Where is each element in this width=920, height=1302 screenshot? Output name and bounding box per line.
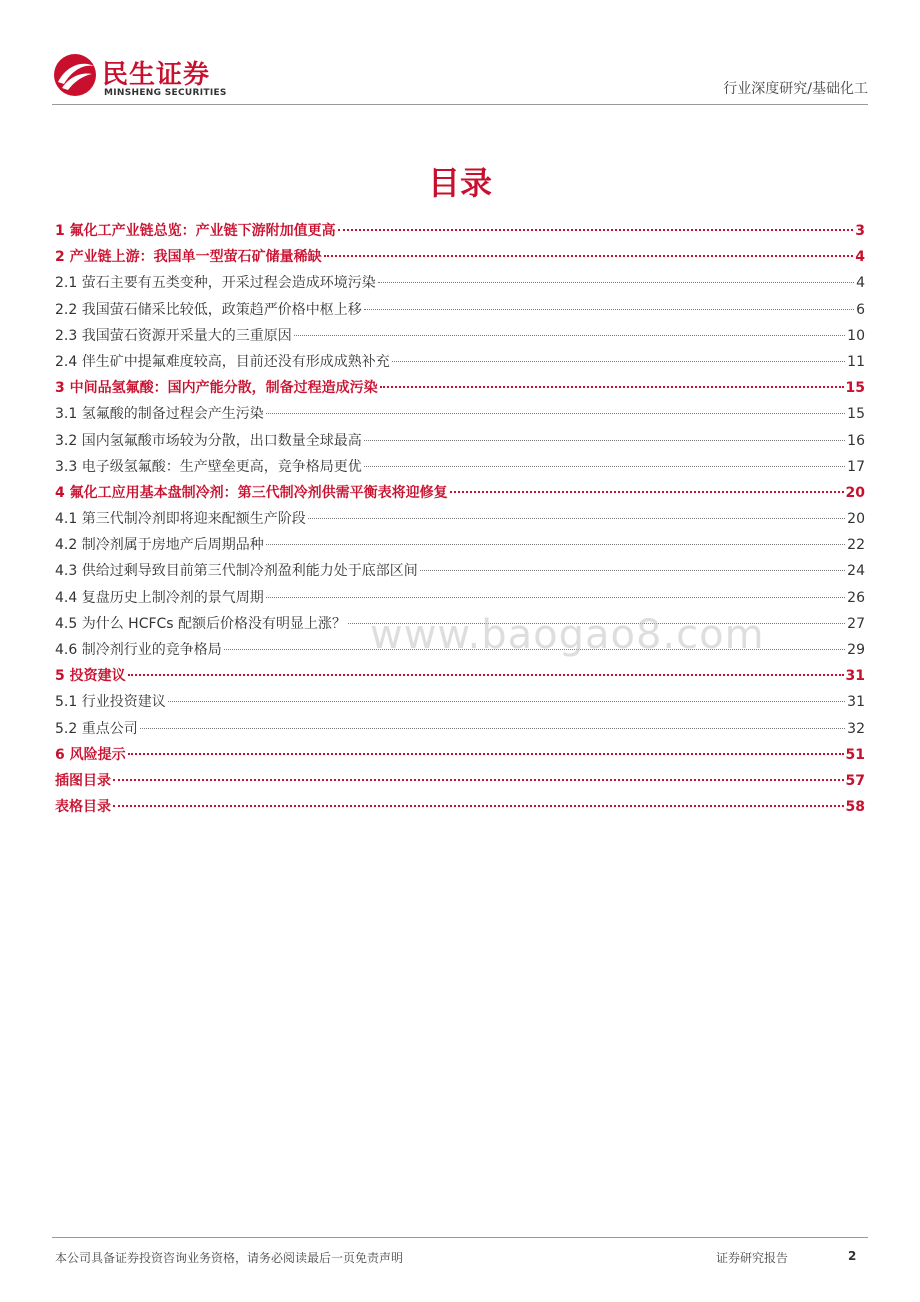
- toc-entry[interactable]: [55, 560, 865, 586]
- toc-entry-page: 57: [845, 772, 865, 789]
- toc-leader-dots: [450, 491, 844, 493]
- toc-entry-label: 3.3 电子级氢氟酸：生产壁垒更高，竞争格局更优: [55, 458, 362, 475]
- footer-doc-type: 证券研究报告: [716, 1251, 789, 1265]
- toc-entry[interactable]: [55, 377, 865, 403]
- toc-entry-page: 4: [856, 275, 865, 292]
- toc-entry-page: 16: [847, 432, 865, 449]
- toc-leader-dots: [266, 413, 845, 414]
- toc-entry-page: 15: [847, 406, 865, 423]
- toc-entry-label: 5.2 重点公司: [55, 720, 138, 737]
- toc-leader-dots: [364, 466, 845, 467]
- toc-entry-page: 26: [847, 589, 865, 606]
- toc-leader-dots: [113, 805, 844, 807]
- toc-entry[interactable]: [55, 456, 865, 482]
- toc-leader-dots: [364, 309, 854, 310]
- toc-entry-label: 表格目录: [55, 799, 111, 816]
- toc-entry[interactable]: [55, 299, 865, 325]
- toc-entry-label: 5.1 行业投资建议: [55, 694, 166, 711]
- toc-entry-page: 3: [855, 223, 865, 239]
- toc-entry-label: 3.1 氢氟酸的制备过程会产生污染: [55, 406, 264, 423]
- toc-leader-dots: [168, 701, 845, 702]
- toc-entry-label: 3 中间品氢氟酸：国内产能分散，制备过程造成污染: [55, 380, 378, 397]
- toc-entry[interactable]: [55, 718, 865, 744]
- toc-entry-label: 2 产业链上游：我国单一型萤石矿储量稀缺: [55, 249, 322, 266]
- footer-divider: [52, 1237, 868, 1238]
- toc-entry-page: 27: [847, 615, 865, 632]
- toc-entry-label: 4.1 第三代制冷剂即将迎来配额生产阶段: [55, 511, 306, 528]
- toc-entry-label: 3.2 国内氢氟酸市场较为分散，出口数量全球最高: [55, 432, 362, 449]
- toc-entry-label: 4.5 为什么 HCFCs 配额后价格没有明显上涨？: [55, 615, 347, 632]
- toc-entry-page: 22: [847, 537, 865, 554]
- toc-entry-label: 6 风险提示: [55, 746, 126, 763]
- toc-entry-page: 51: [845, 746, 865, 763]
- page-header: [52, 48, 868, 110]
- footer-page-number: 2: [848, 1249, 857, 1263]
- toc-entry[interactable]: [55, 351, 865, 377]
- toc-entry-label: 4 氟化工应用基本盘制冷剂：第三代制冷剂供需平衡表将迎修复: [55, 484, 448, 501]
- toc-entry-label: 4.4 复盘历史上制冷剂的景气周期: [55, 589, 264, 606]
- toc-leader-dots: [308, 518, 845, 519]
- toc-entry[interactable]: [55, 403, 865, 429]
- toc-entry-label: 4.6 制冷剂行业的竞争格局: [55, 642, 222, 658]
- toc-entry[interactable]: [55, 246, 865, 272]
- toc-entry-label: 2.2 我国萤石储采比较低，政策趋严价格中枢上移: [55, 301, 362, 318]
- toc-leader-dots: [392, 361, 845, 362]
- toc-leader-dots: [266, 597, 845, 598]
- toc-leader-dots: [420, 570, 845, 571]
- toc-entry-page: 10: [847, 327, 865, 344]
- toc-leader-dots: [338, 229, 854, 231]
- toc-entry[interactable]: [55, 796, 865, 822]
- toc-entry-page: 24: [847, 563, 865, 580]
- toc-entry-page: 20: [847, 511, 865, 528]
- header-divider: [52, 104, 868, 105]
- toc-title: 目录: [427, 164, 492, 202]
- toc-entry-page: 32: [847, 720, 865, 737]
- toc-entry-label: 2.4 伴生矿中提氟难度较高，目前还没有形成成熟补充: [55, 353, 390, 370]
- toc-entry[interactable]: [55, 534, 865, 560]
- logo-english-name: MINSHENG SECURITIES: [104, 88, 227, 98]
- toc-entry-page: 20: [845, 484, 865, 501]
- toc-entry[interactable]: [55, 665, 865, 691]
- logo-chinese-name: 民生证券: [102, 60, 211, 90]
- toc-entry[interactable]: [55, 272, 865, 298]
- toc-entry-label: 2.1 萤石主要有五类变种，开采过程会造成环境污染: [55, 275, 376, 292]
- toc-entry[interactable]: [55, 691, 865, 717]
- toc-leader-dots: [266, 544, 845, 545]
- toc-leader-dots: [380, 386, 844, 388]
- toc-entry-page: 31: [845, 668, 865, 685]
- toc-entry-label: 2.3 我国萤石资源开采量大的三重原因: [55, 327, 292, 344]
- toc-entry-page: 6: [856, 301, 865, 318]
- toc-entry-label: 4.3 供给过剩导致目前第三代制冷剂盈利能力处于底部区间: [55, 563, 418, 580]
- toc-entry-page: 31: [847, 694, 865, 711]
- toc-entry[interactable]: [55, 325, 865, 351]
- toc-leader-dots: [113, 779, 844, 781]
- toc-leader-dots: [128, 674, 844, 676]
- toc-leader-dots: [128, 753, 844, 755]
- toc-entry-page: 17: [847, 458, 865, 475]
- toc-leader-dots: [378, 282, 854, 283]
- minsheng-logo-icon: [52, 52, 98, 98]
- footer-disclaimer: 本公司具备证券投资咨询业务资格，请务必阅读最后一页免责声明: [55, 1251, 404, 1265]
- watermark: www.baogao8.com: [370, 612, 765, 658]
- toc-entry-page: 4: [855, 249, 865, 266]
- toc-entry[interactable]: [55, 587, 865, 613]
- toc-entry-page: 29: [847, 642, 865, 658]
- toc-entry[interactable]: [55, 430, 865, 456]
- toc-entry-page: 15: [845, 380, 865, 397]
- toc-entry[interactable]: [55, 744, 865, 770]
- toc-entry-label: 插图目录: [55, 772, 111, 789]
- toc-entry[interactable]: [55, 508, 865, 534]
- toc-leader-dots: [140, 728, 845, 729]
- toc-entry-label: 1 氟化工产业链总览：产业链下游附加值更高: [55, 223, 336, 239]
- report-category: 行业深度研究/基础化工: [723, 81, 868, 97]
- toc-entry[interactable]: [55, 220, 865, 246]
- toc-entry-page: 11: [847, 353, 865, 370]
- toc-entry-page: 58: [845, 799, 865, 816]
- toc-entry-label: 4.2 制冷剂属于房地产后周期品种: [55, 537, 264, 554]
- toc-entry[interactable]: [55, 770, 865, 796]
- toc-leader-dots: [324, 255, 854, 257]
- toc-entry[interactable]: [55, 482, 865, 508]
- toc-leader-dots: [294, 335, 845, 336]
- table-of-contents: [55, 220, 865, 822]
- toc-entry-label: 5 投资建议: [55, 668, 126, 685]
- toc-leader-dots: [364, 440, 845, 441]
